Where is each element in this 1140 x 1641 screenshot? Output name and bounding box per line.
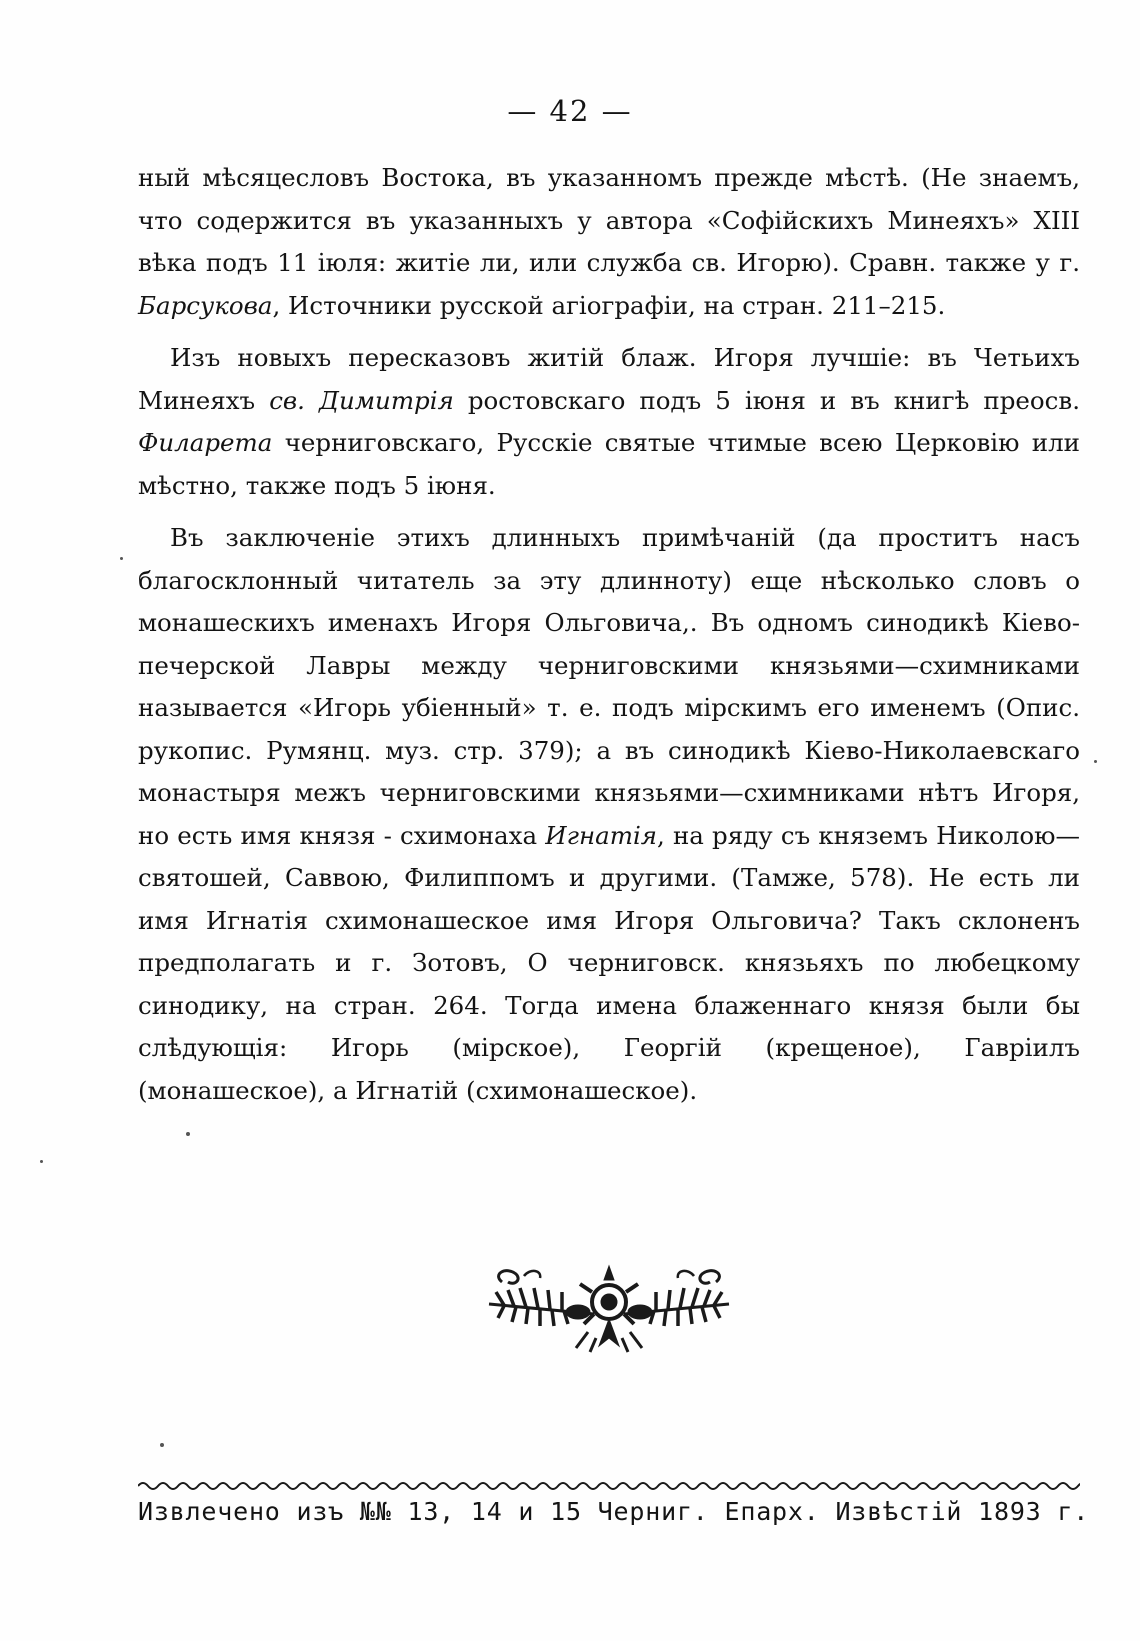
scan-speck [186,1132,190,1136]
scan-speck [160,1443,164,1447]
paragraph-text: Изъ новыхъ пересказовъ житій блаж. Игоря лучшіе: въ Четьихъ Минеяхъ [138,343,1080,415]
monastic-name: Игнатія [545,820,658,850]
wavy-divider [138,1480,1080,1492]
paragraph-3 [138,517,1080,1112]
source-note: Извлечено изъ №№ 13, 14 и 15 Черниг. Епарх. Извѣстій 1893 г. [138,1497,1090,1526]
paragraph-2 [138,337,1080,507]
floral-vignette-icon [484,1262,734,1354]
main-text [138,157,1080,1112]
page-number: — 42 — [507,94,633,128]
scan-speck [120,557,123,560]
paragraph-text: , на ряду съ княземъ Николою—святошей, Саввою, Филиппомъ и другими. (Тамже, 578). Не есть ли имя Игнатія схимонашеское имя Игоря Ольговича? Такъ склоненъ предполагать и г. Зотовъ, О черниговск. князьяхъ по любецкому синодику, на стран. 264. Тогда имена блаженнаго князя были бы слѣдующія: Игорь (мірское), Георгій (крещеное), Гавріилъ (монашеское), а Игнатій (схимонашеское). [138,820,1080,1105]
saint-name: св. Димитрія [269,385,454,415]
paragraph-text: Въ заключеніе этихъ длинныхъ примѣчаній (да проститъ насъ благосклонный читатель за эту длинноту) еще нѣсколько словъ о монашескихъ именахъ Игоря Ольговича,. Въ одномъ синодикѣ Кіево-печерской Лавры между черниговскими князьями—схимниками называется «Игорь убіенный» т. е. подъ мірскимъ его именемъ (Опис. рукопис. Румянц. муз. стр. 379); а въ синодикѣ Кіево-Николаевскаго монастыря межъ черниговскими князьями—схимниками нѣтъ Игоря, но есть имя князя - схимонаха [138,523,1080,850]
scan-speck [1094,760,1097,763]
paragraph-text: ростовскаго подъ 5 іюня и въ книгѣ преосв. [453,385,1080,415]
author-name: Барсукова [138,290,273,320]
paragraph-text: , Источники русской агіографіи, на стран. 211–215. [272,290,946,320]
paragraph-text: черниговскаго, Русскіе святые чтимые всею Церковію или мѣстно, также подъ 5 іюня. [138,428,1080,500]
paragraph-text: ный мѣсяцесловъ Востока, въ указанномъ прежде мѣстѣ. (Не знаемъ, что содержится въ указанныхъ у автора «Софійскихъ Минеяхъ» XIII вѣка подъ 11 іюля: житіе ли, или служба св. Игорю). Сравн. также у г. [138,163,1080,277]
scan-speck [40,1160,43,1163]
author-name: Филарета [138,428,273,457]
paragraph-1 [138,157,1080,327]
